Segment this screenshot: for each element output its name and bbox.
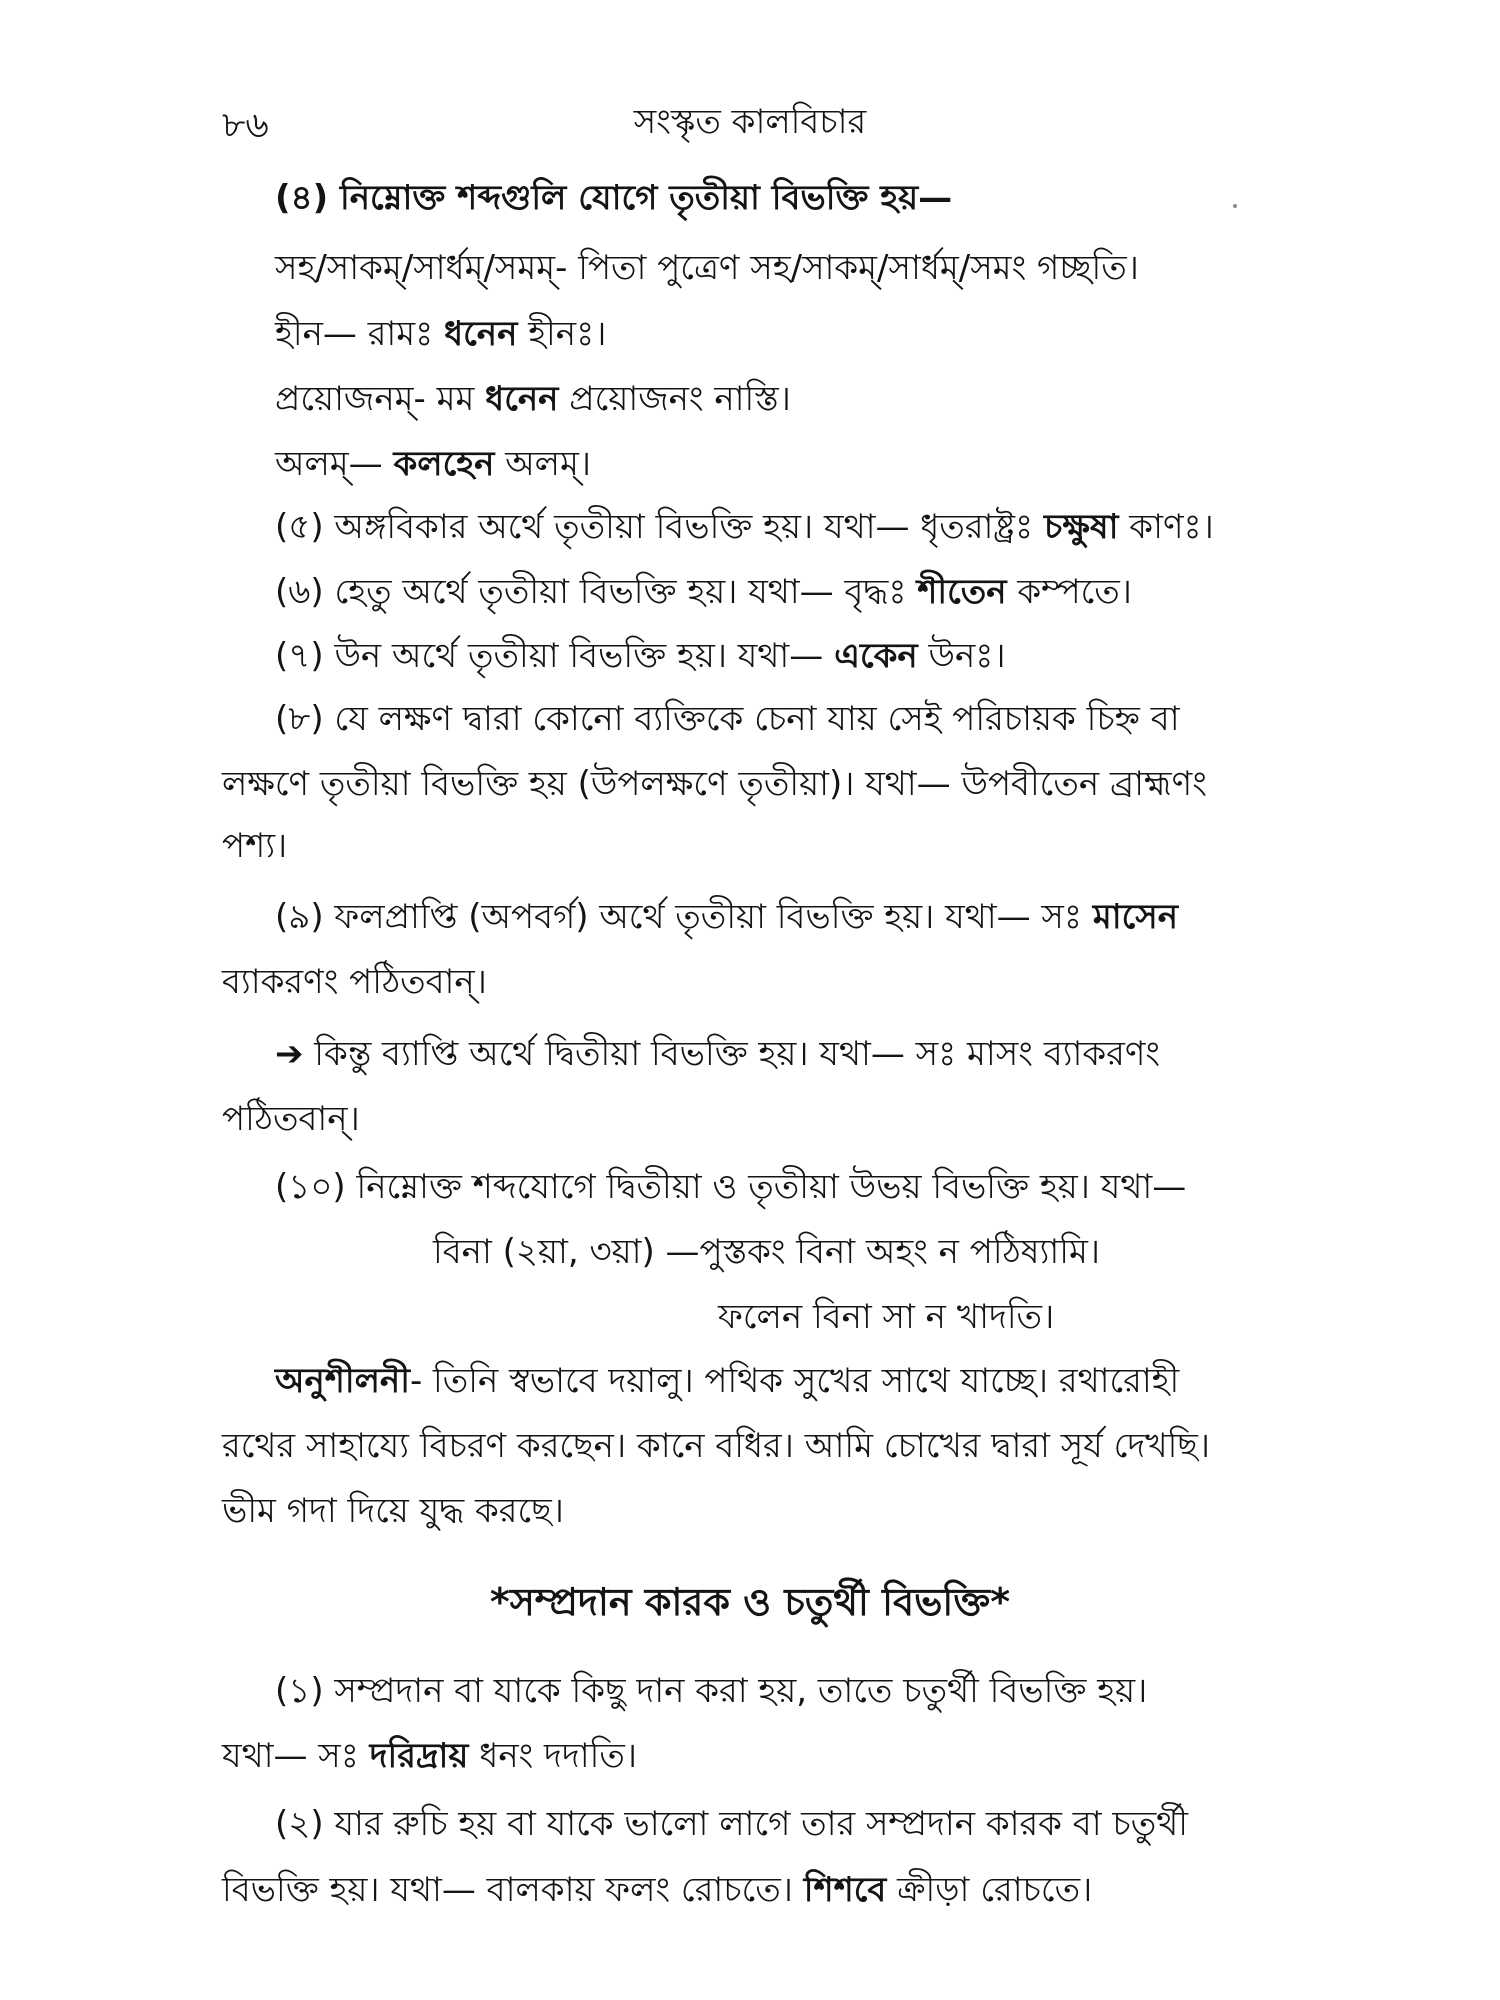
exercise-line-3: ভীম গদা দিয়ে যুদ্ধ করছে। <box>222 1491 564 1531</box>
section-heading: *সম্প্রদান কারক ও চতুর্থী বিভক্তি* <box>489 1580 1011 1624</box>
section-rule-1-text-end: ধনং দদাতি। <box>468 1736 638 1776</box>
running-title: সংস্কৃত কালবিচার <box>633 102 867 142</box>
exercise-line-1 <box>275 1357 1179 1405</box>
rule-4-title: (৪) নিম্নোক্ত শব্দগুলি যোগে তৃতীয়া বিভক্তি হয়— <box>275 178 953 218</box>
rule-10-example-1: বিনা (২য়া, ৩য়া) —পুস্তকং বিনা অহং ন পঠিষ্যামি। <box>433 1232 1100 1272</box>
rule-9-line-2: ব্যাকরণং পঠিতবান্। <box>222 962 487 1002</box>
rule-6-bold-word: শীতেন <box>917 572 1007 612</box>
section-rule-1-bold-word: দরিদ্রায় <box>369 1736 469 1776</box>
exercise-label: অনুশীলনী <box>275 1361 410 1401</box>
section-rule-1-line-2 <box>222 1732 637 1780</box>
section-rule-2-line-2 <box>222 1866 1092 1914</box>
rule-4-proyojanam-example <box>275 375 791 423</box>
rule-9-line-1 <box>275 893 1178 941</box>
heen-bold-word: ধনেন <box>444 314 518 354</box>
arrow-right-icon: ➔ <box>275 1034 304 1074</box>
section-rule-2-text: বিভক্তি হয়। যথা— বালকায় ফলং রোচতে। <box>222 1870 804 1910</box>
proyojanam-text: প্রয়োজনম্- মম <box>275 379 486 419</box>
rule-8-line-3: পশ্য। <box>222 826 288 866</box>
rule-5-bold-word: চক্ষুষা <box>1043 507 1119 547</box>
rule-7-bold-word: একেন <box>834 636 918 676</box>
rule-7-text-end: উনঃ। <box>917 636 1006 676</box>
note-text: কিন্তু ব্যাপ্তি অর্থে দ্বিতীয়া বিভক্তি হয়। যথা— সঃ মাসং ব্যাকরণং <box>303 1034 1161 1074</box>
heen-text-end: হীনঃ। <box>517 314 607 354</box>
exercise-line-2: রথের সাহায্যে বিচরণ করছেন। কানে বধির। আমি চোখের দ্বারা সূর্য দেখছি। <box>222 1426 1211 1466</box>
rule-4-heen-example <box>275 310 606 358</box>
rule-5 <box>275 503 1214 551</box>
section-rule-2-bold-word: শিশবে <box>803 1870 887 1910</box>
alam-text-end: অলম্। <box>494 444 592 484</box>
section-rule-1-text: যথা— সঃ <box>222 1736 370 1776</box>
rule-6-text: (৬) হেতু অর্থে তৃতীয়া বিভক্তি হয়। যথা— বৃদ্ধঃ <box>275 572 918 612</box>
exercise-text: - তিনি স্বভাবে দয়ালু। পথিক সুখের সাথে যাচ্ছে। রথারোহী <box>409 1361 1180 1401</box>
section-rule-2-line-1: (২) যার রুচি হয় বা যাকে ভালো লাগে তার সম্প্রদান কারক বা চতুর্থী <box>275 1804 1188 1844</box>
rule-5-text-end: কাণঃ। <box>1118 507 1214 547</box>
note-line-2: পঠিতবান্। <box>222 1099 360 1139</box>
rule-8-line-2: লক্ষণে তৃতীয়া বিভক্তি হয় (উপলক্ষণে তৃতীয়া)। যথা— উপবীতেন ব্রাহ্মণং <box>222 764 1207 804</box>
proyojanam-bold-word: ধনেন <box>485 379 559 419</box>
alam-text: অলম্— <box>275 444 394 484</box>
rule-5-text: (৫) অঙ্গবিকার অর্থে তৃতীয়া বিভক্তি হয়। যথা— ধৃতরাষ্ট্রঃ <box>275 507 1044 547</box>
rule-10-example-2: ফলেন বিনা সা ন খাদতি। <box>718 1297 1055 1337</box>
rule-6-text-end: কম্পতে। <box>1006 572 1132 612</box>
section-rule-2-text-end: ক্রীড়া রোচতে। <box>886 1870 1093 1910</box>
heen-text: হীন— রামঃ <box>275 314 445 354</box>
rule-7-text: (৭) উন অর্থে তৃতীয়া বিভক্তি হয়। যথা— <box>275 636 835 676</box>
rule-8-line-1: (৮) যে লক্ষণ দ্বারা কোনো ব্যক্তিকে চেনা যায় সেই পরিচায়ক চিহ্ন বা <box>275 699 1180 739</box>
alam-bold-word: কলহেন <box>393 444 495 484</box>
rule-4-alam-example <box>275 440 591 488</box>
section-rule-1-line-1: (১) সম্প্রদান বা যাকে কিছু দান করা হয়, তাতে চতুর্থী বিভক্তি হয়। <box>275 1671 1148 1711</box>
print-speck <box>1233 204 1237 208</box>
rule-10-title: (১০) নিম্নোক্ত শব্দযোগে দ্বিতীয়া ও তৃতীয়া উভয় বিভক্তি হয়। যথা— <box>275 1167 1187 1207</box>
rule-9-text: (৯) ফলপ্রাপ্তি (অপবর্গ) অর্থে তৃতীয়া বিভক্তি হয়। যথা— সঃ <box>275 897 1093 937</box>
note-line-1 <box>275 1030 1160 1078</box>
proyojanam-text-end: প্রয়োজনং নাস্তি। <box>558 379 791 419</box>
rule-4-saha-example: সহ/সাকম্/সার্ধম্/সমম্- পিতা পুত্রেণ সহ/সাকম্/সার্ধম্/সমং গচ্ছতি। <box>275 248 1139 288</box>
rule-9-bold-word: মাসেন <box>1092 897 1178 937</box>
rule-7 <box>275 632 1006 680</box>
page-number: ৮৬ <box>222 105 269 146</box>
rule-6 <box>275 568 1132 616</box>
